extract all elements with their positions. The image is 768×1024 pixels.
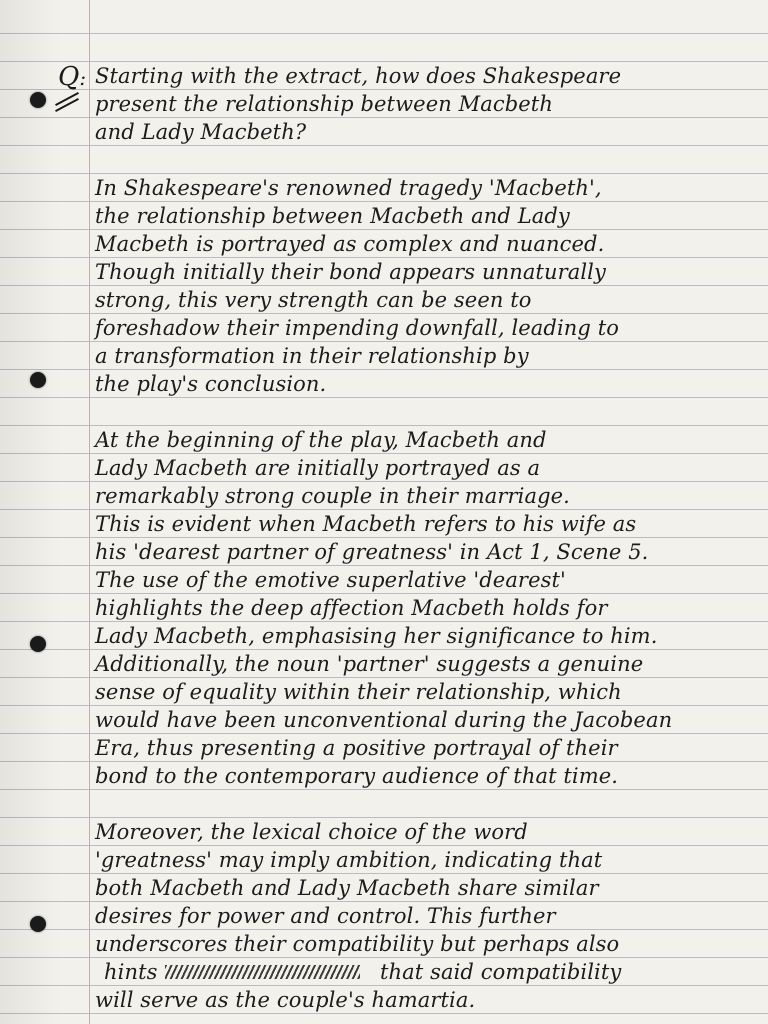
paragraph-line: The use of the emotive superlative 'dearest': [95, 568, 566, 592]
paragraph-line: Era, thus presenting a positive portrayal of their: [95, 736, 618, 760]
margin-line: [89, 0, 90, 1024]
question-line: Starting with the extract, how does Shakespeare: [95, 64, 622, 88]
paragraph-line: This is evident when Macbeth refers to his wife as: [95, 512, 637, 536]
paragraph-line: underscores their compatibility but perhaps also: [95, 932, 620, 956]
punch-hole: [30, 636, 46, 652]
paragraph-line: his 'dearest partner of greatness' in Act 1, Scene 5.: [95, 540, 649, 564]
paragraph-line: Lady Macbeth, emphasising her significance to him.: [95, 624, 658, 648]
question-marker: Q:: [58, 62, 87, 92]
paragraph-line: the relationship between Macbeth and Lady: [95, 204, 570, 228]
punch-hole: [30, 92, 46, 108]
paragraph-line: the play's conclusion.: [95, 372, 327, 396]
paragraph-line: Lady Macbeth are initially portrayed as a: [95, 456, 541, 480]
paragraph-line: will serve as the couple's hamartia.: [95, 988, 476, 1012]
paragraph-line: desires for power and control. This further: [95, 904, 556, 928]
paragraph-line-start: hints: [104, 960, 158, 984]
paragraph-line: sense of equality within their relationship, which: [95, 680, 622, 704]
paragraph-line: Though initially their bond appears unnaturally: [95, 260, 606, 284]
paragraph-line: that said compatibility: [380, 960, 622, 984]
paragraph-line: highlights the deep affection Macbeth holds for: [95, 596, 608, 620]
paragraph-line: foreshadow their impending downfall, leading to: [95, 316, 619, 340]
punch-hole: [30, 372, 46, 388]
paragraph-line: Macbeth is portrayed as complex and nuanced.: [95, 232, 605, 256]
paragraph-line: both Macbeth and Lady Macbeth share similar: [95, 876, 599, 900]
question-line: present the relationship between Macbeth: [95, 92, 553, 116]
paragraph-line: Additionally, the noun 'partner' suggests a genuine: [95, 652, 644, 676]
paragraph-line: bond to the contemporary audience of that time.: [95, 764, 619, 788]
crossed-out-scribble: [165, 965, 360, 979]
paragraph-line: In Shakespeare's renowned tragedy 'Macbeth',: [95, 176, 602, 200]
paragraph-line: remarkably strong couple in their marriage.: [95, 484, 570, 508]
paragraph-line: At the beginning of the play, Macbeth and: [95, 428, 547, 452]
question-line: and Lady Macbeth?: [95, 120, 307, 144]
punch-hole: [30, 916, 46, 932]
paragraph-line: 'greatness' may imply ambition, indicating that: [95, 848, 603, 872]
paragraph-line: would have been unconventional during the Jacobean: [95, 708, 673, 732]
paragraph-line: a transformation in their relationship by: [95, 344, 529, 368]
paragraph-line: strong, this very strength can be seen to: [95, 288, 532, 312]
paragraph-line: Moreover, the lexical choice of the word: [95, 820, 528, 844]
